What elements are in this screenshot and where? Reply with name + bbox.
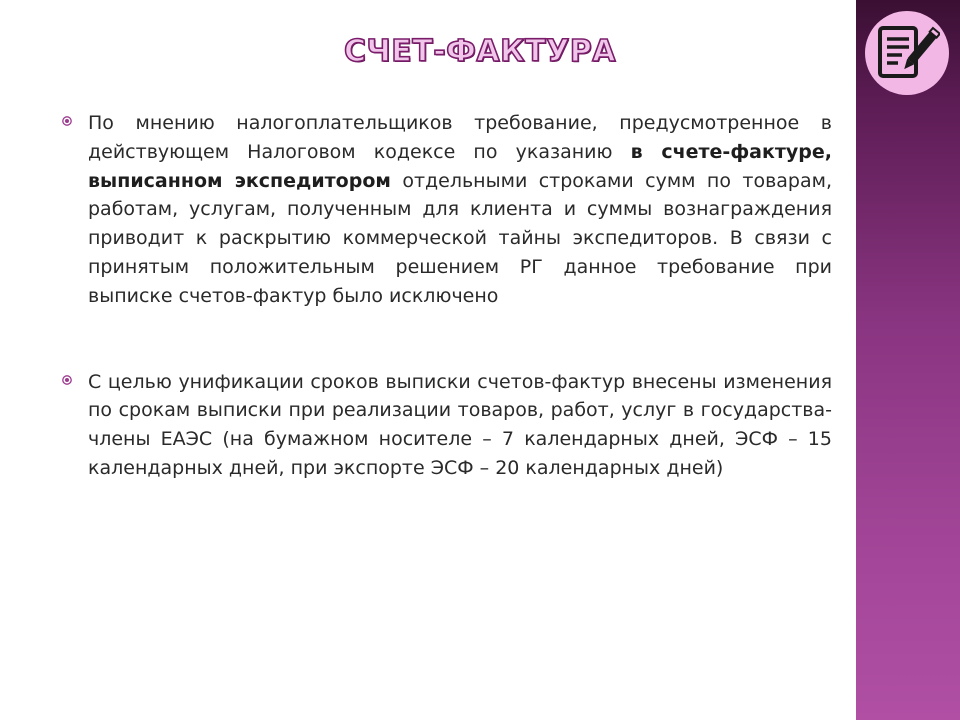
side-decor-band — [856, 0, 960, 720]
bullet-text — [88, 109, 832, 311]
bullet-item — [62, 368, 832, 483]
icon-badge — [865, 11, 949, 95]
bullet-text — [88, 368, 832, 483]
document-pen-icon — [874, 22, 940, 84]
bullet-list — [62, 109, 832, 540]
bullet-marker-icon — [62, 116, 72, 126]
bullet-text-part: С целью унификации сроков выписки счетов-фактур внесены изменения по срокам выписки при реализации товаров, работ, услуг в государства-члены ЕАЭС (на бумажном носителе – 7 календарных дней, ЭСФ – 15 календарных дней, при экспорте ЭСФ – 20 календарных дней) — [88, 370, 832, 479]
bullet-marker-icon — [62, 375, 72, 385]
bullet-text-bold: в счете-фактуре, выписанном экспедитором — [88, 140, 832, 192]
slide-title: СЧЕТ-ФАКТУРА — [344, 34, 616, 69]
bullet-text-part: отдельными строками сумм по товарам, работам, услугам, полученным для клиента и суммы вознаграждения приводит к раскрытию коммерческой тайны экспедиторов. В связи с принятым положительным решением РГ данное требование при выписке счетов-фактур было исключено — [88, 169, 832, 307]
bullet-item — [62, 109, 832, 311]
bullet-text-part: По мнению налогоплательщиков требование, предусмотренное в действующем Налоговом кодексе по указанию — [88, 112, 832, 163]
